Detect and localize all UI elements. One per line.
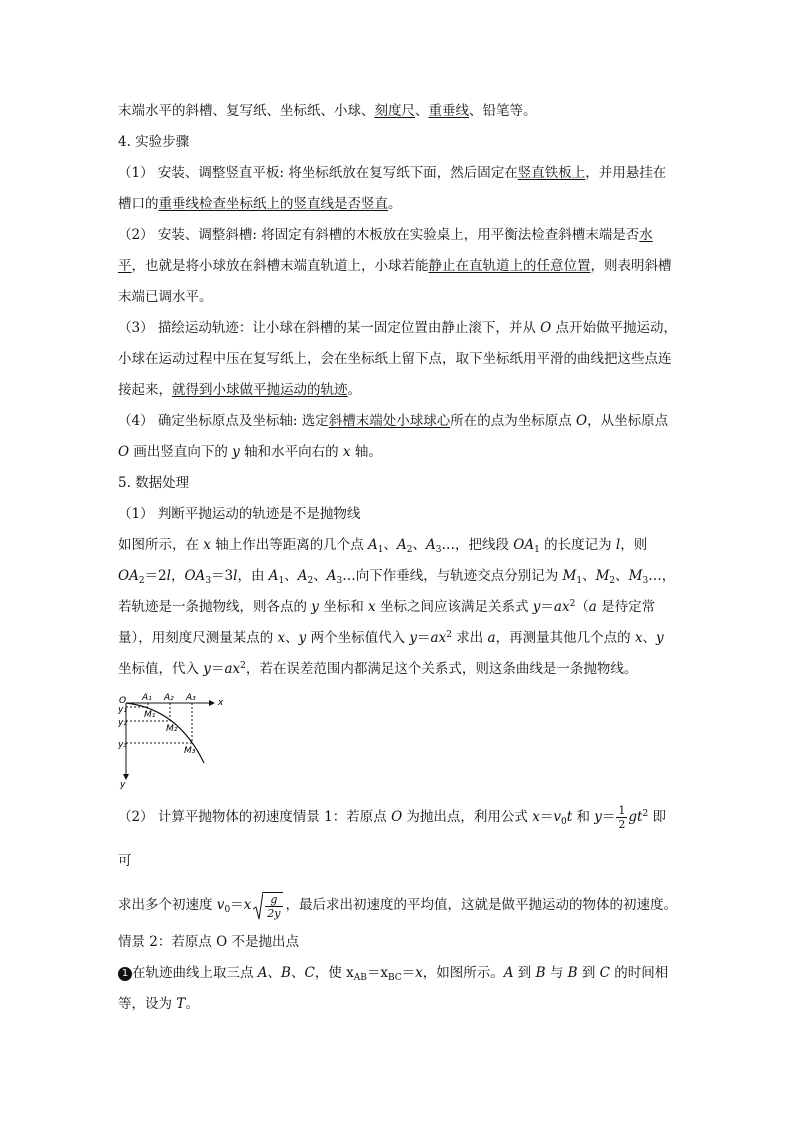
s: 3 <box>205 576 212 586</box>
v: OA <box>513 537 535 553</box>
t: 与 <box>545 965 568 981</box>
v: A <box>297 568 308 584</box>
t: ＝3 <box>211 568 234 584</box>
t: ＝ <box>417 630 431 646</box>
v: y <box>532 599 541 615</box>
text: 所在的点为坐标原点 <box>450 413 577 429</box>
step-1 <box>118 158 678 220</box>
label-M2: M₂ <box>166 724 178 734</box>
v: A <box>268 568 279 584</box>
t: ＝ <box>540 599 554 615</box>
v: B <box>281 965 291 981</box>
text: （2） 安装、调整斜槽: 将固定有斜槽的木板放在实验桌上，用平衡法检查斜槽末端是否 <box>118 227 640 243</box>
text: 末端水平的斜槽、复写纸、坐标纸、小球、 <box>118 103 375 119</box>
v: l <box>166 568 171 584</box>
label-y2: y₂ <box>118 718 127 728</box>
v: v <box>216 897 225 913</box>
s: AB <box>353 973 367 983</box>
underlined-text: 重垂线检查坐标纸上的竖直线是否 <box>158 196 361 212</box>
t: ，使 x <box>314 965 354 981</box>
t: ，由 <box>237 568 269 584</box>
v: v <box>553 809 561 825</box>
numerator: 1 <box>618 804 626 817</box>
s: BC <box>387 973 402 983</box>
math-var: x <box>342 444 351 460</box>
v: x <box>203 537 211 553</box>
step-2 <box>118 220 678 313</box>
v: y <box>409 630 418 646</box>
trajectory-figure <box>118 691 238 791</box>
t: 坐标之间应该满足关系式 <box>375 599 533 615</box>
t: 、 <box>383 537 397 553</box>
t: 两个坐标值代入 <box>306 630 410 646</box>
s: 3 <box>435 545 442 555</box>
v: a <box>588 599 597 615</box>
t: ，若在误差范围内都满足这个关系式，则这条曲线是一条抛物线。 <box>245 661 638 677</box>
text: （4） 确定坐标原点及坐标轴: 选定 <box>118 413 329 429</box>
v: C <box>304 965 315 981</box>
v: M <box>595 568 610 584</box>
underlined-text: 竖直 <box>361 196 388 212</box>
v: x <box>634 630 643 646</box>
t: ，最后求出初速度的平均值，这就是做平抛运动的物体的初速度。 <box>285 897 678 913</box>
v: y <box>656 630 664 646</box>
math-var: O <box>576 413 588 429</box>
underlined-text: 刻度尺 <box>374 103 415 119</box>
s: 1 <box>377 545 384 555</box>
t: …，把线段 <box>441 537 514 553</box>
s: 2 <box>138 576 145 586</box>
v: x <box>368 599 376 615</box>
label-y: y <box>120 780 126 790</box>
parabola-paragraph <box>118 530 678 685</box>
v: B <box>567 965 578 981</box>
t: （2） 计算平抛物体的初速度情景 1：若原点 <box>118 809 392 825</box>
t: …向下作垂线，与轨迹交点分别记为 <box>342 568 563 584</box>
t: 和 <box>572 809 595 825</box>
v: y <box>298 630 307 646</box>
label-A1: A₁ <box>142 693 152 703</box>
t: 在轨迹曲线上取三点 <box>132 965 258 981</box>
label-y1: y₁ <box>118 705 127 715</box>
text: ，并用悬挂在槽口的 <box>118 165 667 212</box>
label-A3: A₃ <box>186 693 196 703</box>
label-x: x <box>218 698 224 708</box>
denominator: 2y <box>267 906 281 920</box>
t: 到 <box>577 965 600 981</box>
t: ＝ <box>539 809 554 825</box>
v: gt <box>628 809 643 825</box>
text: 。 <box>347 382 361 398</box>
text: 、 <box>415 103 429 119</box>
denominator: 2 <box>618 818 626 831</box>
s: 2 <box>446 630 452 640</box>
text: 轴和水平向右的 <box>239 444 343 460</box>
v: a <box>487 630 496 646</box>
t: 、 <box>285 630 299 646</box>
s: 2 <box>240 661 246 671</box>
trajectory-diagram <box>118 691 238 791</box>
label-O: O <box>119 696 127 706</box>
v: t <box>566 809 573 825</box>
t: ＝ <box>401 965 416 981</box>
t: 、 <box>615 568 629 584</box>
v: O <box>391 809 403 825</box>
v: y <box>594 809 602 825</box>
section-heading-5: 5. 数据处理 <box>118 475 190 491</box>
t: ＝2 <box>144 568 167 584</box>
math-var: O <box>118 444 130 460</box>
t: 为抛出点，利用公式 <box>402 809 533 825</box>
v: y <box>203 661 211 677</box>
label-M3: M₃ <box>184 746 196 756</box>
t: 轴上作出等距离的几个点 <box>210 537 369 553</box>
document-page <box>118 96 678 1020</box>
underlined-text: 就得到小球做平抛运动的轨迹 <box>172 382 348 398</box>
v: x <box>532 809 540 825</box>
v: x <box>277 630 286 646</box>
t: 求出 <box>451 630 488 646</box>
sub2-line-1 <box>118 795 678 883</box>
case-2-paragraph <box>118 958 678 1020</box>
v: M <box>562 568 577 584</box>
t: 是待定常量），用刻度尺测量某点的 <box>118 599 656 646</box>
sub2-line-2 <box>118 883 678 927</box>
label-M1: M₁ <box>144 710 156 720</box>
fraction-half <box>616 804 627 831</box>
v: ax <box>430 630 447 646</box>
t: ＝ <box>210 661 225 677</box>
t: （ <box>575 599 589 615</box>
v: A <box>425 537 436 553</box>
v: C <box>599 965 610 981</box>
text: 轴。 <box>350 444 382 460</box>
underlined-text: 竖直铁板上 <box>517 165 586 181</box>
materials-line <box>118 96 678 127</box>
v: y <box>311 599 319 615</box>
text: ，也就是将小球放在斜槽末端直轨道上，小球若能 <box>131 258 429 274</box>
t: 如图所示，在 <box>118 537 204 553</box>
t: 、 <box>267 965 282 981</box>
text: （1） 安装、调整竖直平板: 将坐标纸放在复写纸下面，然后固定在 <box>118 165 518 181</box>
v: T <box>176 996 186 1012</box>
t: 、 <box>284 568 298 584</box>
v: OA <box>118 568 139 584</box>
math-var: O <box>540 320 552 336</box>
text: 点开始做平抛运动，小球在运动过程中压在复写纸上，会在坐标纸上留下点，取下坐标纸用平滑的曲线把这些点连接起来， <box>118 320 678 398</box>
t: 、 <box>642 630 657 646</box>
radical-sign <box>253 891 263 921</box>
numerator: g <box>265 893 282 907</box>
v: A <box>257 965 268 981</box>
text: 。 <box>388 196 402 212</box>
t: 、 <box>582 568 596 584</box>
underlined-text: 重垂线 <box>428 103 469 119</box>
s: 1 <box>278 576 285 586</box>
text: 、铅笔等。 <box>469 103 537 119</box>
t: ＝ <box>230 897 244 913</box>
s: 2 <box>307 576 314 586</box>
v: l <box>615 537 621 553</box>
v: x <box>415 965 423 981</box>
case-2-heading: 情景 2：若原点 O 不是抛出点 <box>118 934 300 950</box>
t: 到 <box>513 965 536 981</box>
v: A <box>397 537 407 553</box>
underlined-text: 静止在直轨道上的任意位置 <box>428 258 591 274</box>
text: （3） 描绘运动轨迹：让小球在斜槽的某一固定位置由静止滚下，并从 <box>118 320 541 336</box>
t: 的长度记为 <box>539 537 616 553</box>
t: …，若轨迹是一条抛物线，则各点的 <box>118 568 676 615</box>
section-heading-4: 4. 实验步骤 <box>118 134 190 150</box>
v: ax <box>553 599 570 615</box>
step-4 <box>118 406 678 468</box>
math-var: y <box>232 444 240 460</box>
text: ，则表明斜槽末端已调水平。 <box>118 258 672 305</box>
v: B <box>535 965 546 981</box>
t: 的时间相等，设为 <box>118 965 669 1012</box>
v: ax <box>224 661 241 677</box>
label-y3: y₃ <box>118 740 127 750</box>
s: 2 <box>406 545 413 555</box>
step-3 <box>118 313 678 406</box>
v: l <box>233 568 238 584</box>
t: 、 <box>290 965 305 981</box>
t: ，如图所示。 <box>422 965 504 981</box>
t: ＝ <box>601 809 616 825</box>
t: 即可 <box>118 809 667 869</box>
s: 3 <box>642 576 649 586</box>
s: 2 <box>569 599 576 609</box>
s: 3 <box>336 576 343 586</box>
s: 0 <box>561 817 567 827</box>
v: A <box>326 568 337 584</box>
v: OA <box>184 568 206 584</box>
t: ，再测量其他几个点的 <box>495 630 635 646</box>
t: ，则 <box>620 537 648 553</box>
s: 2 <box>609 576 616 586</box>
subsection-heading-1: （1） 判断平抛运动的轨迹是不是抛物线 <box>118 506 361 522</box>
v: M <box>628 568 643 584</box>
t: ＝x <box>366 965 388 981</box>
t: ， <box>170 568 185 584</box>
label-A2: A₂ <box>164 693 174 703</box>
circled-number: 1 <box>118 967 132 981</box>
t: 坐标值，代入 <box>118 661 204 677</box>
t: 求出多个初速度 <box>118 897 217 913</box>
v: A <box>368 537 378 553</box>
s: 0 <box>224 905 231 915</box>
t: 、 <box>313 568 327 584</box>
sqrt-expression <box>253 891 283 921</box>
text: ，从坐标原点 <box>587 413 669 429</box>
text: 画出竖直向下的 <box>129 444 233 460</box>
underlined-text: 斜槽末端处小球球心 <box>328 413 451 429</box>
t: 。 <box>185 996 199 1012</box>
fraction-g-2y <box>263 892 282 920</box>
underlined-text: 水平 <box>118 227 653 274</box>
s: 2 <box>642 809 649 819</box>
t: 坐标和 <box>318 599 369 615</box>
s: 1 <box>534 545 540 555</box>
t: 、 <box>412 537 426 553</box>
v: A <box>503 965 514 981</box>
v: x <box>243 897 252 913</box>
s: 1 <box>576 576 583 586</box>
